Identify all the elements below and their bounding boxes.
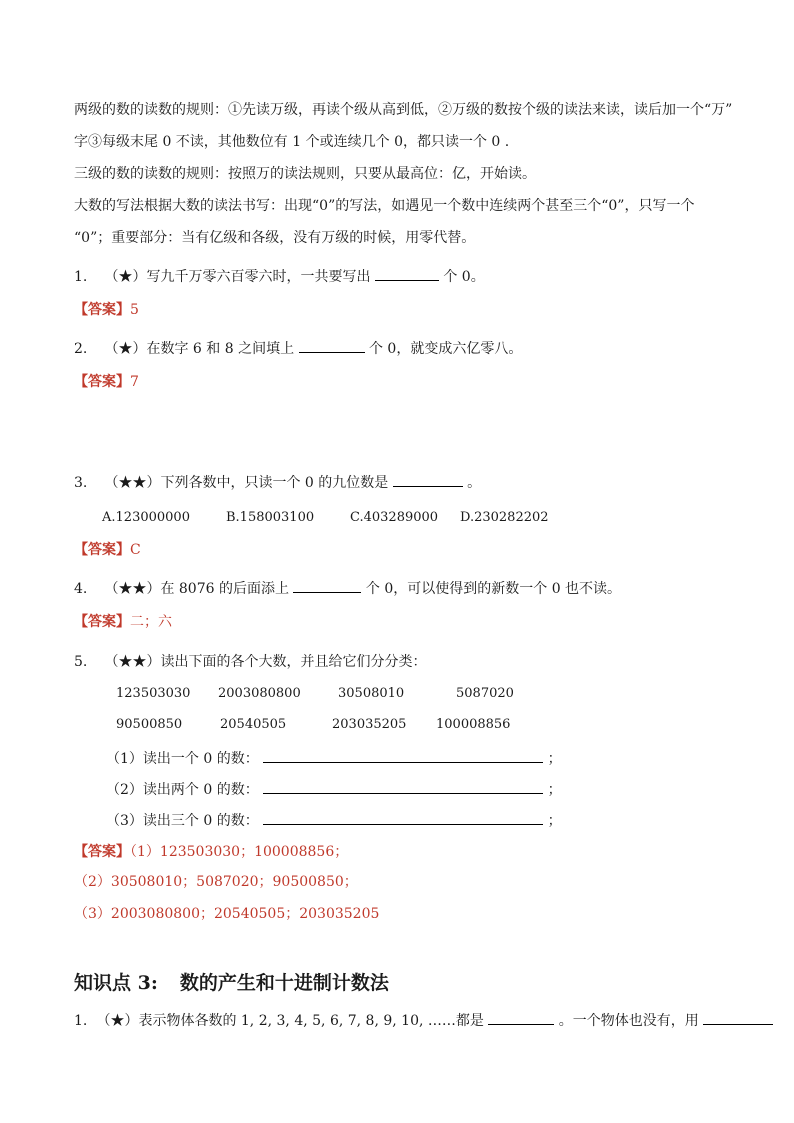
sub-question-3 (106, 810, 562, 831)
number-item: 20540505 (220, 717, 287, 732)
rule3-line1: 大数的写法根据大数的读法书写：出现“0”的写法，如遇见一个数中连续两个甚至三个“0”，只写一个 (74, 198, 695, 214)
question-text: （★★）下列各数中，只读一个 0 的九位数是 (104, 475, 389, 491)
rule3-line2: “0”；重要部分：当有亿级和各级，没有万级的时候，用零代替。 (74, 230, 476, 246)
option-a[interactable]: A.123000000 (102, 510, 190, 525)
section-heading (74, 968, 389, 995)
question-text: （★★）读出下面的各个大数，并且给它们分分类： (104, 654, 427, 670)
section-title: 数的产生和十进制计数法 (179, 972, 389, 994)
section3-question-1 (74, 1010, 773, 1031)
question-text: （★）写九千万零六百零六时，一共要写出 (104, 269, 371, 285)
number-item: 100008856 (436, 717, 511, 732)
answer-tag: 【答案】 (74, 542, 130, 558)
rule1-line2: 字③每级末尾 0 不读，其他数位有 1 个或连续几个 0，都只读一个 0 . (74, 134, 510, 150)
question-text: （★）表示物体各数的 1, 2, 3, 4, 5, 6, 7, 8, 9, 10, ……都是 (96, 1013, 484, 1029)
answer-2 (74, 372, 139, 392)
question-text: （★）在数字 6 和 8 之间填上 (104, 341, 295, 357)
question-text: （★★）在 8076 的后面添上 (104, 581, 289, 597)
question-text-after: 个 0，可以使得到的新数一个 0 也不读。 (365, 581, 622, 597)
answer-value: C (130, 542, 141, 558)
sub-question-label: （1）读出一个 0 的数： (106, 751, 259, 767)
answer-blank[interactable] (263, 810, 543, 825)
question-text-after: 。 (467, 475, 482, 491)
answer-value: 5 (130, 302, 139, 318)
number-item: 2003080800 (218, 686, 301, 701)
number-item: 90500850 (116, 717, 183, 732)
answer-blank[interactable] (263, 779, 543, 794)
semicolon: ； (547, 813, 562, 829)
answer-1 (74, 300, 139, 320)
option-c[interactable]: C.403289000 (350, 510, 439, 525)
semicolon: ； (547, 782, 562, 798)
option-d[interactable]: D.230282202 (460, 510, 549, 525)
question-text-after: 。一个物体也没有，用 (558, 1013, 699, 1029)
rule2-line: 三级的数的读数的规则：按照万的读法规则，只要从最高位：亿，开始读。 (74, 166, 536, 182)
answer-5 (74, 842, 348, 862)
answer-4 (74, 612, 172, 632)
sub-question-label: （2）读出两个 0 的数： (106, 782, 259, 798)
answer-blank[interactable] (299, 338, 365, 353)
question-number: 4. (74, 581, 88, 597)
answer-blank[interactable] (293, 578, 361, 593)
question-number: 2. (74, 341, 88, 357)
number-item: 123503030 (116, 686, 191, 701)
answer-5-line3: （3）2003080800；20540505；203035205 (74, 906, 380, 922)
question-number: 1. (74, 1013, 88, 1029)
question-3 (74, 472, 481, 493)
answer-value: （1）123503030；100008856； (130, 844, 349, 860)
number-item: 30508010 (338, 686, 405, 701)
number-item: 203035205 (332, 717, 407, 732)
answer-3 (74, 540, 141, 560)
question-text-after: 个 0，就变成六亿零八。 (368, 341, 523, 357)
answer-5-line2: （2）30508010；5087020；90500850； (74, 874, 358, 890)
question-text-after: 个 0。 (443, 269, 485, 285)
question-4 (74, 578, 621, 599)
answer-value: 二；六 (130, 614, 172, 630)
answer-tag: 【答案】 (74, 374, 130, 390)
question-1 (74, 266, 485, 287)
sub-question-label: （3）读出三个 0 的数： (106, 813, 259, 829)
question-5 (74, 652, 426, 672)
answer-tag: 【答案】 (74, 302, 130, 318)
answer-blank[interactable] (488, 1010, 554, 1025)
rule1-line1: 两级的数的读数的规则：①先读万级，再读个级从高到低，②万级的数按个级的读法来读，读后加一个“万” (74, 102, 733, 118)
question-number: 3. (74, 475, 88, 491)
option-b[interactable]: B.158003100 (226, 510, 315, 525)
question-number: 5. (74, 654, 88, 670)
answer-tag: 【答案】 (74, 844, 130, 860)
answer-blank[interactable] (263, 748, 543, 763)
question-2 (74, 338, 522, 359)
answer-tag: 【答案】 (74, 614, 130, 630)
question-number: 1. (74, 269, 88, 285)
sub-question-1 (106, 748, 562, 769)
answer-blank[interactable] (375, 266, 439, 281)
sub-question-2 (106, 779, 562, 800)
answer-blank[interactable] (393, 472, 463, 487)
semicolon: ； (547, 751, 562, 767)
section-label: 知识点 3: (74, 972, 158, 994)
answer-value: 7 (130, 374, 139, 390)
number-item: 5087020 (456, 686, 514, 701)
answer-blank[interactable] (703, 1010, 773, 1025)
